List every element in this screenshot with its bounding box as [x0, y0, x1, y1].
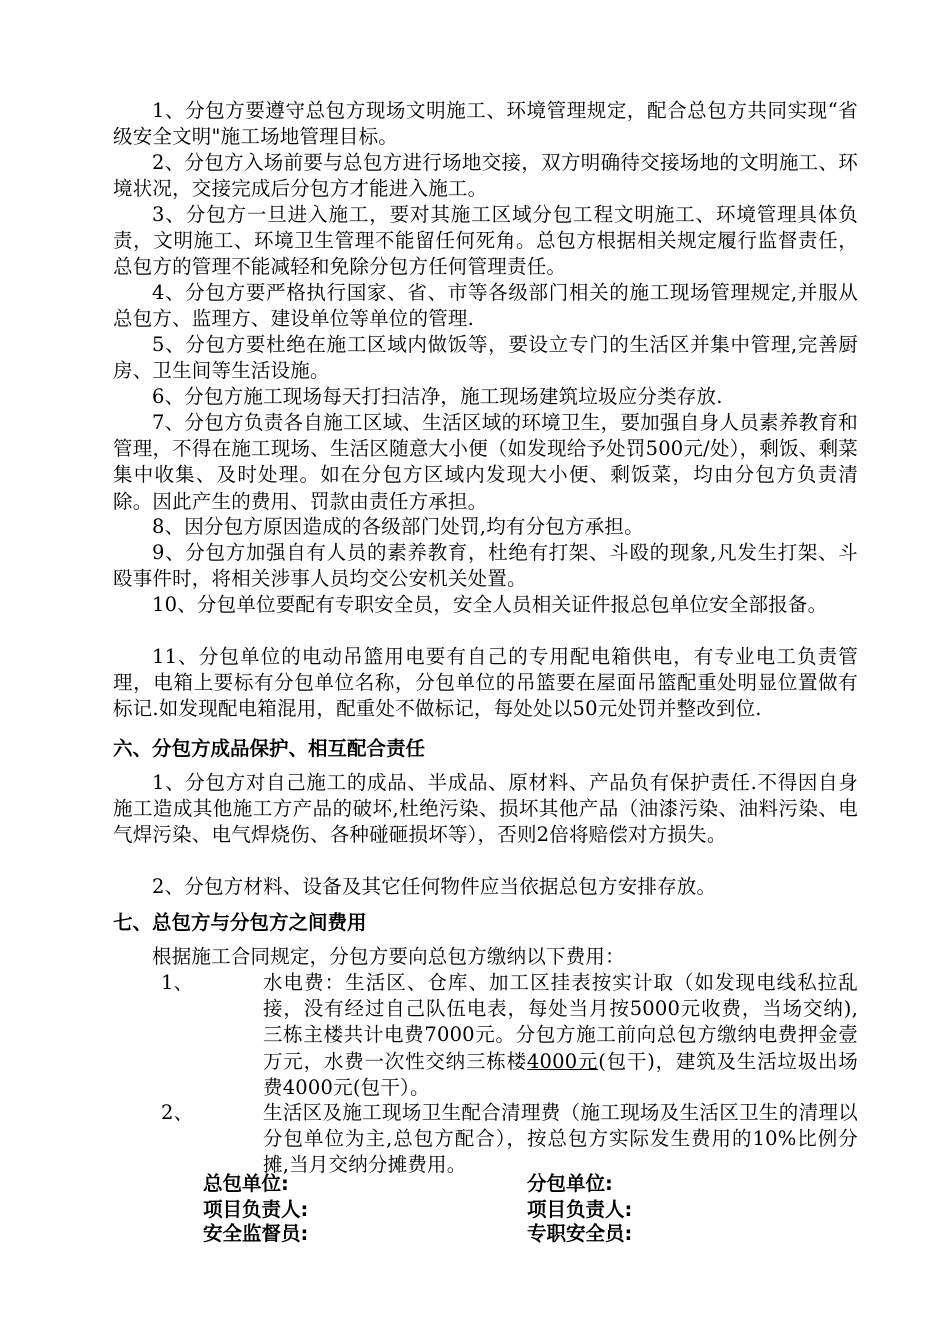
clause-5-6: 6、分包方施工现场每天打扫洁净，施工现场建筑垃圾应分类存放.: [152, 385, 723, 408]
fee-item-2-number: 2、: [161, 1101, 194, 1124]
sign-sc-safety-officer: 专职安全员:: [527, 1222, 633, 1245]
fee-item-2-text: 生活区及施工现场卫生配合清理费（施工现场及生活区卫生的清理以分包单位为主,总包方配合），按总包方实际发生费用的10%比例分摊,当月交纳分摊费用。: [263, 1101, 858, 1177]
sign-sc-project-lead: 项目负责人:: [527, 1198, 633, 1221]
fees-intro: 根据施工合同规定，分包方要向总包方缴纳以下费用：: [152, 945, 625, 968]
clause-5-8: 8、因分包方原因造成的各级部门处罚,均有分包方承担。: [152, 515, 644, 538]
clause-5-4: 4、分包方要严格执行国家、省、市等各级部门相关的施工现场管理规定,并服从总包方、监理方、建设单位等单位的管理.: [113, 281, 858, 331]
section-6-heading: 六、分包方成品保护、相互配合责任: [113, 737, 426, 760]
clause-5-3: 3、分包方一旦进入施工，要对其施工区域分包工程文明施工、环境管理具体负责，文明施工、环境卫生管理不能留任何死角。总包方根据相关规定履行监督责任，总包方的管理不能减轻和免除分包方任何管理责任。: [113, 203, 858, 279]
sign-general-contractor: 总包单位:: [203, 1172, 289, 1195]
fee-item-1-number: 1、: [161, 971, 194, 994]
clause-5-1: 1、分包方要遵守总包方现场文明施工、环境管理规定，配合总包方共同实现“省级安全文明"施工场地管理目标。: [113, 99, 858, 149]
fee-item-1-text: 水电费：生活区、仓库、加工区挂表按实计取（如发现电线私拉乱接，没有经过自己队伍电表，每处当月按5000元收费，当场交纳),三栋主楼共计电费7000元。分包方施工前向总包方缴纳电费押金壹万元，水费一次性交纳三栋楼4000元(包干)，建筑及生活垃圾出场费4000元(包干）。: [263, 971, 858, 1099]
clause-5-5: 5、分包方要杜绝在施工区域内做饭等，要设立专门的生活区并集中管理,完善厨房、卫生间等生活设施。: [113, 333, 858, 383]
clause-5-11: 11、分包单位的电动吊篮用电要有自己的专用配电箱供电，有专业电工负责管理，电箱上要标有分包单位名称，分包单位的吊篮要在屋面吊篮配重处明显位置做有标记.如发现配电箱混用，配重处不做标记，每处处以50元处罚并整改到位.: [113, 645, 858, 721]
underlined-amount: 4000元: [526, 1049, 599, 1073]
sign-gc-safety-supervisor: 安全监督员:: [203, 1222, 309, 1245]
clause-5-2: 2、分包方入场前要与总包方进行场地交接，双方明确待交接场地的文明施工、环境状况，交接完成后分包方才能进入施工。: [113, 151, 858, 201]
clause-5-10: 10、分包单位要配有专职安全员，安全人员相关证件报总包单位安全部报备。: [152, 593, 828, 616]
clause-5-7: 7、分包方负责各自施工区域、生活区域的环境卫生，要加强自身人员素养教育和管理，不得在施工现场、生活区随意大小便（如发现给予处罚500元/处），剩饭、剩菜集中收集、及时处理。如在分包方区域内发现大小便、剩饭菜，均由分包方负责清除。因此产生的费用、罚款由责任方承担。: [113, 411, 858, 513]
sign-subcontractor: 分包单位:: [527, 1172, 613, 1195]
clause-6-1: 1、分包方对自己施工的成品、半成品、原材料、产品负有保护责任.不得因自身施工造成其他施工方产品的破坏,杜绝污染、损坏其他产品（油漆污染、油料污染、电气焊污染、电气焊烧伤、各种碰砸损坏等），否则2倍将赔偿对方损失。: [113, 771, 858, 847]
clause-5-9: 9、分包方加强自有人员的素养教育，杜绝有打架、斗殴的现象,凡发生打架、斗殴事件时，将相关涉事人员均交公安机关处置。: [113, 541, 858, 591]
clause-6-2: 2、分包方材料、设备及其它任何物件应当依据总包方安排存放。: [152, 875, 717, 898]
sign-gc-project-lead: 项目负责人:: [203, 1198, 309, 1221]
section-7-heading: 七、总包方与分包方之间费用: [113, 911, 367, 934]
